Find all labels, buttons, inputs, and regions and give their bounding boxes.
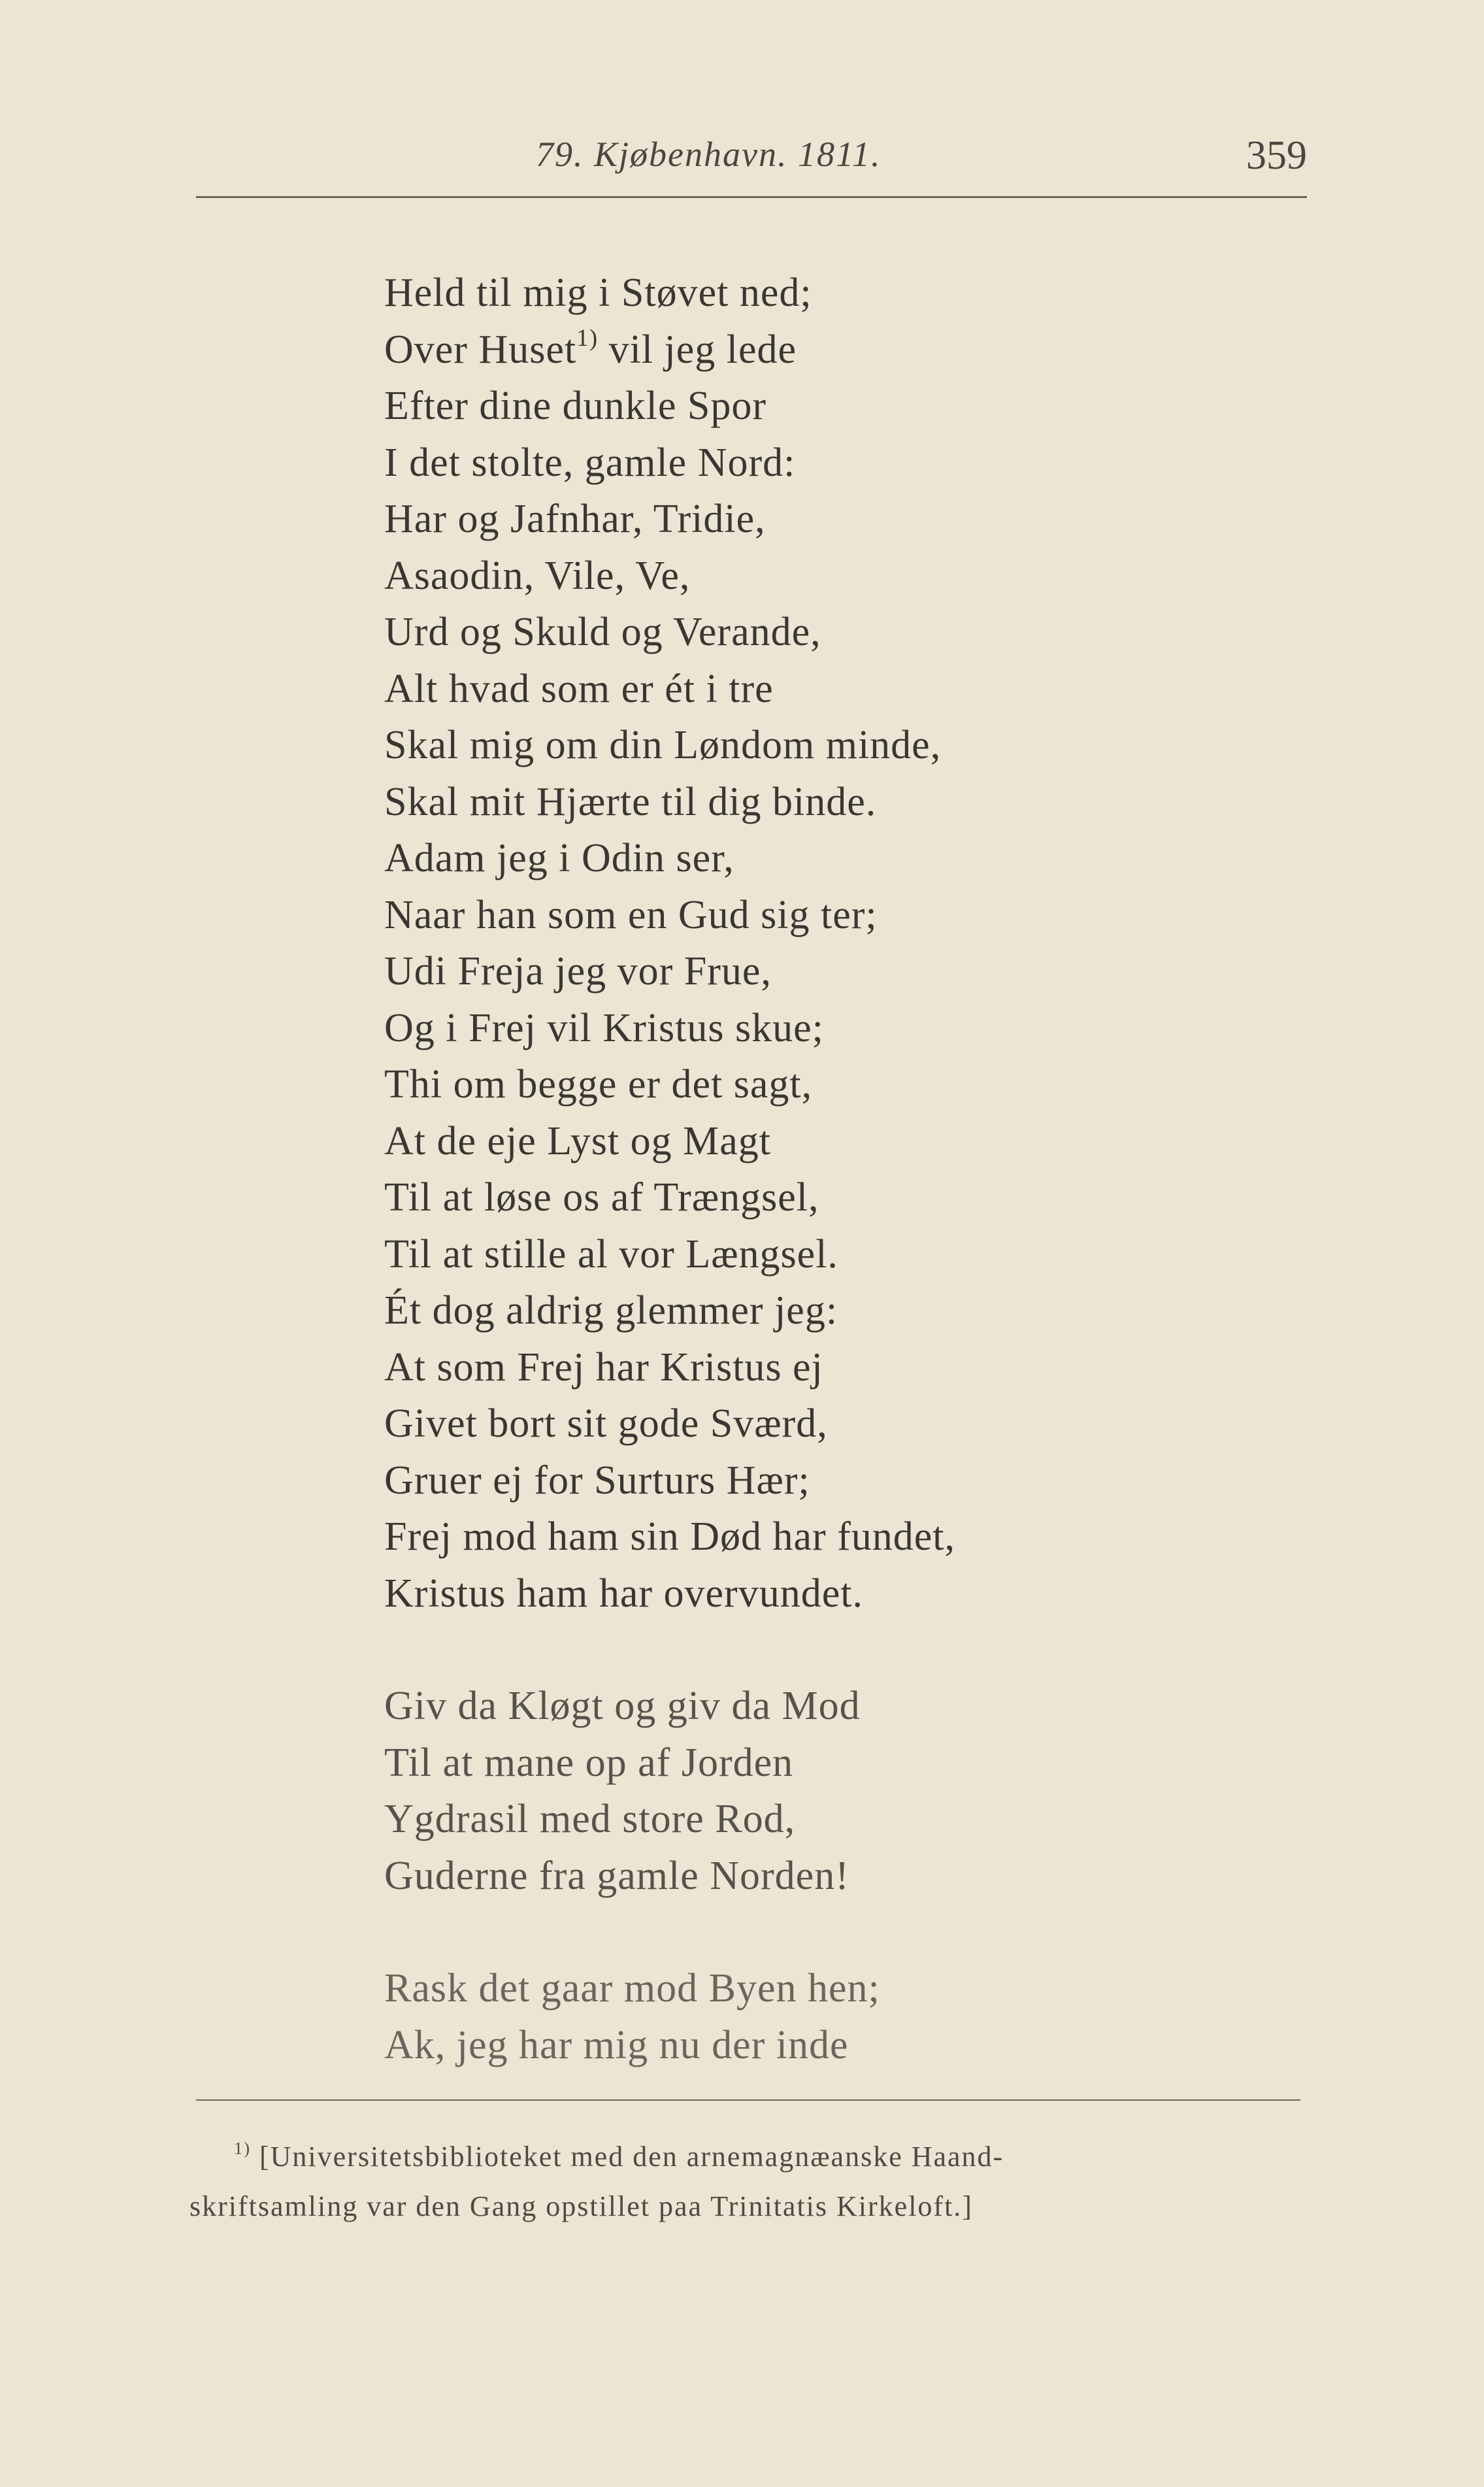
poem-line: Og i Frej vil Kristus skue; [384, 1005, 824, 1050]
footnote-marker: 1) [234, 2138, 251, 2158]
poem-line: Alt hvad som er ét i tre [384, 666, 774, 711]
poem-line: Gruer ej for Surturs Hær; [384, 1458, 810, 1503]
poem-line: Ét dog aldrig glemmer jeg: [384, 1288, 838, 1333]
poem-line: Efter dine dunkle Spor [384, 384, 767, 428]
poem-line [384, 322, 1364, 378]
footnote-reference: 1) [576, 324, 599, 352]
poem-line: I det stolte, gamle Nord: [384, 440, 796, 485]
poem-line: Thi om begge er det sagt, [384, 1062, 813, 1107]
page-header [196, 127, 1307, 186]
footnote-line [196, 2132, 1307, 2182]
poem-line: Kristus ham har overvundet. [384, 1571, 863, 1616]
poem-line: Giv da Kløgt og giv da Mod [384, 1684, 861, 1728]
poem-line: At de eje Lyst og Magt [384, 1118, 771, 1163]
poem-line: At som Frej har Kristus ej [384, 1344, 823, 1390]
poem-line: Held til mig i Støvet ned; [384, 271, 812, 315]
footnote-rule [196, 2099, 1300, 2101]
poem-line: Ygdrasil med store Rod, [384, 1797, 796, 1841]
poem-line: Til at mane op af Jorden [384, 1740, 794, 1785]
poem-line: Til at løse os af Trængsel, [384, 1175, 819, 1220]
poem-line: Urd og Skuld og Verande, [384, 610, 821, 654]
poem-line: Skal mit Hjærte til dig binde. [384, 779, 877, 824]
poem-line: Har og Jafnhar, Tridie, [384, 497, 766, 541]
header-rule [196, 196, 1307, 198]
stanza-2 [384, 1678, 1364, 1904]
footnote [190, 2132, 1307, 2231]
poem-text [384, 265, 1364, 2073]
poem-line: Guderne fra gamle Norden! [384, 1853, 849, 1898]
poem-line: Til at stille al vor Længsel. [384, 1231, 838, 1277]
poem-line: Skal mig om din Løndom minde, [384, 723, 942, 767]
poem-line: Givet bort sit gode Sværd, [384, 1401, 828, 1446]
poem-line: Frej mod ham sin Død har fundet, [384, 1514, 956, 1559]
stanza-3 [384, 1960, 1364, 2073]
poem-line: Rask det gaar mod Byen hen; [384, 1966, 880, 2011]
poem-line: Adam jeg i Odin ser, [384, 836, 734, 880]
poem-line: Asaodin, Vile, Ve, [384, 553, 691, 598]
stanza-1 [384, 265, 1364, 1622]
running-title: 79. Kjøbenhavn. 1811. [536, 135, 882, 174]
poem-line-text: vil jeg lede [598, 327, 797, 372]
page-number: 359 [1246, 133, 1307, 178]
poem-line: Ak, jeg har mig nu der inde [384, 2022, 849, 2067]
poem-line-text: Over Huset [384, 327, 577, 372]
footnote-text: [Universitetsbiblioteket med den arnemagnæanske Haand- [259, 2141, 1004, 2173]
poem-line: Naar han som en Gud sig ter; [384, 892, 878, 937]
poem-line: Udi Freja jeg vor Frue, [384, 949, 772, 993]
footnote-line: skriftsamling var den Gang opstillet paa Trinitatis Kirkeloft.] [190, 2190, 973, 2222]
